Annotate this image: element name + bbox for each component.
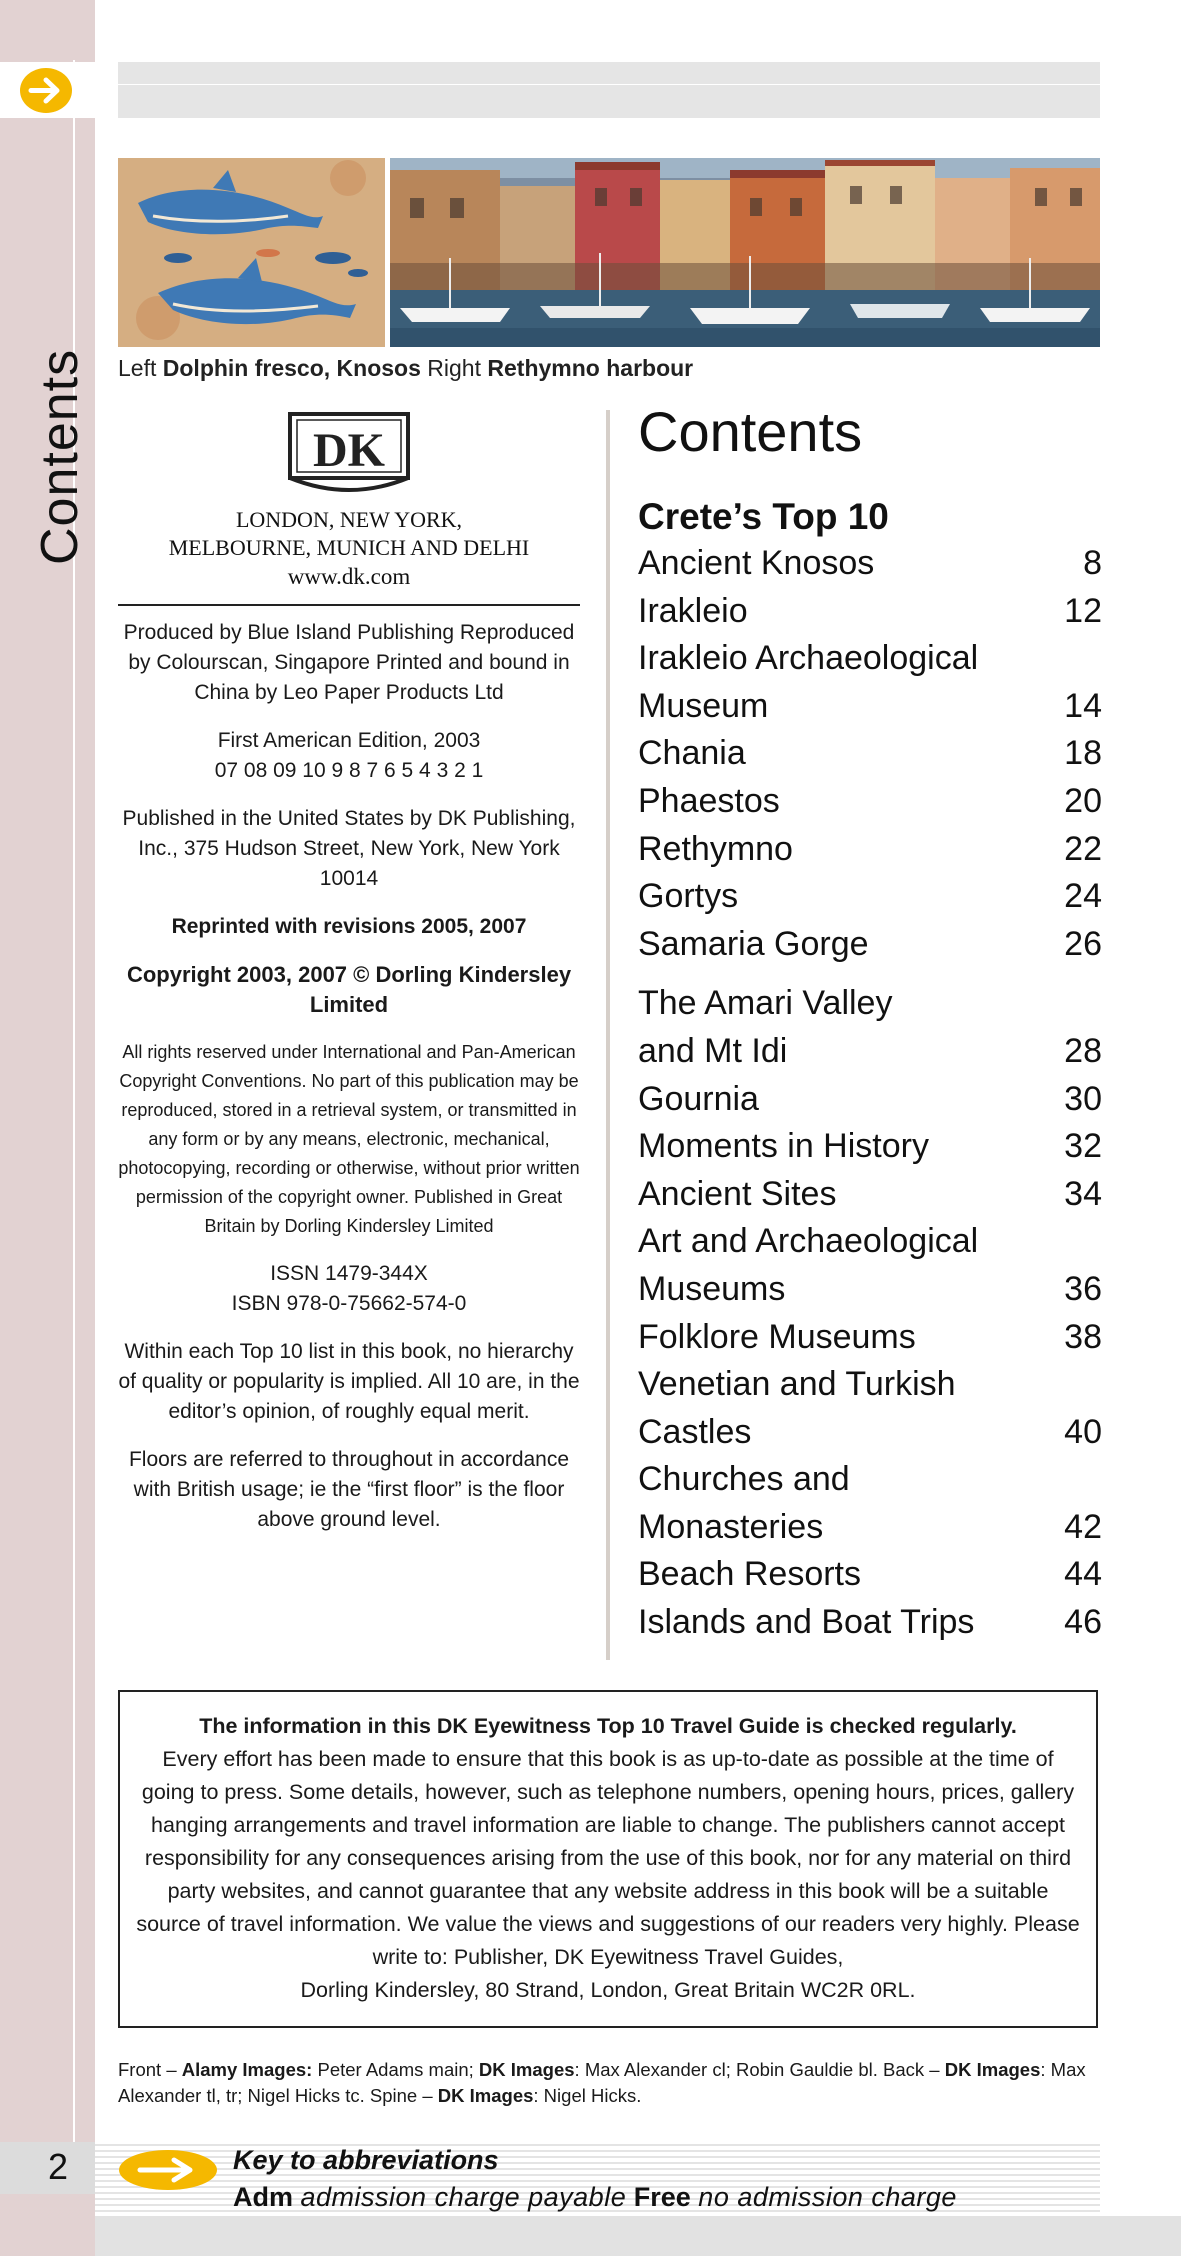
arrow-right-icon	[118, 2149, 218, 2191]
edition: First American Edition, 2003	[217, 729, 481, 752]
toc-entry[interactable]	[638, 730, 1102, 778]
toc-entry[interactable]	[638, 1218, 1102, 1313]
header-bar	[118, 85, 1100, 118]
rights-notice: All rights reserved under International and Pan-American Copyright Conventions. No part of this publication may be reproduced, stored in a retrieval system, or transmitted in any form or by any means, electronic, mechanical, photocopying, recording or otherwise, without prior written permission of the copyright owner. Published in Great Britain by Dorling Kindersley Limited	[118, 1042, 580, 1236]
toc-entry[interactable]	[638, 540, 1102, 588]
toc-entry-page: 32	[1064, 1127, 1102, 1166]
credit-text: : Max Alexander cl; Robin Gauldie bl. Back –	[574, 2059, 940, 2080]
toc-entry-page: 42	[1064, 1507, 1102, 1546]
toc-entry-page: 24	[1064, 877, 1102, 916]
credit-agency: Alamy Images:	[181, 2059, 313, 2080]
sidebar-section-title: Contents	[31, 348, 89, 565]
toc-entry[interactable]	[638, 1171, 1102, 1219]
toc-entry-page: 20	[1064, 781, 1102, 820]
toc-entry[interactable]	[638, 1599, 1102, 1647]
toc-entry-title: Ancient Sites	[638, 1174, 837, 1213]
toc-entry[interactable]	[638, 1076, 1102, 1124]
toc-entry-title: Phaestos	[638, 781, 780, 820]
abbr-desc: admission charge payable	[300, 2182, 627, 2212]
toc-entry[interactable]	[638, 921, 1102, 969]
toc-entry-page: 40	[1064, 1412, 1102, 1451]
issn-isbn	[116, 1259, 582, 1319]
toc-entry-page: 36	[1064, 1269, 1102, 1308]
page-number: 2	[48, 2146, 69, 2187]
isbn: ISBN 978-0-75662-574-0	[231, 1292, 467, 1315]
toc-entry[interactable]	[638, 1314, 1102, 1362]
credit-text: : Max Alexander tl, tr; Nigel Hicks tc. Spine –	[118, 2059, 1086, 2106]
toc-entry-page: 30	[1064, 1079, 1102, 1118]
toc-entry-page: 26	[1064, 924, 1102, 963]
cities-line: LONDON, NEW YORK,	[235, 507, 463, 532]
dk-logo	[286, 410, 412, 496]
photo-credits	[118, 2057, 1098, 2109]
toc-entry-title: Folklore Museums	[638, 1317, 916, 1356]
edition-info	[116, 726, 582, 786]
website-link[interactable]: www.dk.com	[287, 564, 411, 589]
toc-entry-title: Samaria Gorge	[638, 924, 869, 963]
info-address: Dorling Kindersley, 80 Strand, London, Great Britain WC2R 0RL.	[300, 1978, 916, 2002]
info-body: Every effort has been made to ensure that this book is as up-to-date as possible at the time of going to press. Some details, however, such as telephone numbers, opening hours, prices, gallery hanging arrangements and travel information are liable to change. The publishers cannot accept responsibility for any consequences arising from the use of this book, nor for any material on third party websites, and cannot guarantee that any website address in this book will be a suitable source of travel information. We value the views and suggestions of our readers very highly. Please write to: Publisher, DK Eyewitness Travel Guides,	[136, 1747, 1080, 1969]
toc-entry[interactable]	[638, 873, 1102, 921]
issn: ISSN 1479-344X	[270, 1262, 428, 1285]
toc-entry[interactable]	[638, 1123, 1102, 1171]
credit-front-label: Front –	[118, 2059, 177, 2080]
toc-entry-page: 28	[1064, 1031, 1102, 1070]
toc-entry-page: 8	[1083, 544, 1102, 582]
image-caption	[118, 355, 693, 382]
toc-entry-title: The Amari Valley and Mt Idi	[638, 984, 893, 1070]
abbr-desc: no admission charge	[698, 2182, 957, 2212]
credit-text: : Nigel Hicks.	[533, 2085, 642, 2106]
publisher-cities	[116, 506, 582, 562]
publisher-info	[116, 410, 582, 1553]
credit-agency: DK Images	[944, 2059, 1041, 2080]
toc-entry-title: Ancient Knosos	[638, 544, 875, 582]
rethymno-harbour-image	[390, 158, 1100, 347]
toc-entry-page: 12	[1064, 591, 1102, 630]
caption-right-prefix: Right	[427, 355, 481, 381]
toc-entry-title: Venetian and Turkish Castles	[638, 1365, 956, 1451]
toc-entry-title: Rethymno	[638, 829, 793, 868]
toc-entry[interactable]	[638, 778, 1102, 826]
toc-entry-page: 22	[1064, 829, 1102, 868]
top10-note: Within each Top 10 list in this book, no hierarchy of quality or popularity is implied. All 10 are, in the editor’s opinion, of roughly equal merit.	[118, 1340, 580, 1423]
toc-entry-title: Irakleio	[638, 591, 748, 630]
dolphin-fresco-image	[118, 158, 385, 347]
divider	[118, 604, 580, 606]
toc-entry-page: 44	[1064, 1555, 1102, 1594]
toc-entry-page: 34	[1064, 1174, 1102, 1213]
toc-entry-title: Islands and Boat Trips	[638, 1603, 975, 1642]
toc-entry-title: Moments in History	[638, 1127, 929, 1166]
toc-entry-page: 38	[1064, 1317, 1102, 1356]
caption-left-text: Dolphin fresco, Knosos	[162, 355, 421, 381]
toc-entry[interactable]	[638, 1456, 1102, 1551]
copyright-notice: Copyright 2003, 2007 © Dorling Kindersley Limited	[126, 962, 572, 1017]
credit-agency: DK Images	[478, 2059, 575, 2080]
production-credits: Produced by Blue Island Publishing Reproduced by Colourscan, Singapore Printed and bound in China by Leo Paper Products Ltd	[123, 621, 575, 704]
section-title: Crete’s Top 10	[638, 496, 889, 537]
svg-text:DK: DK	[313, 424, 385, 477]
toc-entry[interactable]	[638, 588, 1102, 636]
print-line: 07 08 09 10 9 8 7 6 5 4 3 2 1	[214, 759, 484, 782]
abbr-key: Adm	[233, 2182, 293, 2212]
info-heading: The information in this DK Eyewitness Top 10 Travel Guide is checked regularly.	[199, 1714, 1017, 1738]
toc-entry-page: 18	[1064, 734, 1102, 773]
abbr-key: Free	[633, 2182, 691, 2212]
abbreviations-title: Key to abbreviations	[233, 2145, 499, 2175]
toc-entry[interactable]	[638, 635, 1102, 730]
toc-entry[interactable]	[638, 1551, 1102, 1599]
toc-list	[638, 540, 1102, 1647]
toc-entry-title: Gournia	[638, 1079, 759, 1118]
floors-note: Floors are referred to throughout in accordance with British usage; ie the “first floor” is the floor above ground level.	[128, 1448, 570, 1531]
reprint-note: Reprinted with revisions 2005, 2007	[171, 915, 527, 938]
table-of-contents	[638, 398, 1102, 1647]
abbreviations-key	[233, 2182, 957, 2213]
column-divider	[606, 410, 610, 1660]
toc-entry-title: Churches and Monasteries	[638, 1460, 850, 1546]
toc-entry-page: 14	[1064, 686, 1102, 725]
caption-right-text: Rethymno harbour	[487, 355, 694, 381]
credit-agency: DK Images	[437, 2085, 534, 2106]
cities-line: MELBOURNE, MUNICH AND DELHI	[168, 535, 530, 560]
toc-entry-title: Gortys	[638, 877, 739, 916]
us-publisher: Published in the United States by DK Publishing, Inc., 375 Hudson Street, New York, New York 10014	[122, 807, 576, 890]
toc-entry-page: 46	[1064, 1603, 1102, 1642]
caption-left-prefix: Left	[118, 355, 157, 381]
toc-entry-title: Chania	[638, 734, 746, 773]
toc-entry[interactable]	[638, 826, 1102, 874]
toc-entry-title: Beach Resorts	[638, 1555, 861, 1594]
info-notice-box	[118, 1690, 1098, 2028]
contents-title: Contents	[638, 400, 863, 463]
footer-bottom-bar	[95, 2216, 1181, 2256]
toc-entry-title: Irakleio Archaeological Museum	[638, 639, 979, 725]
credit-text: Peter Adams main;	[317, 2059, 474, 2080]
toc-entry[interactable]	[638, 1361, 1102, 1456]
toc-entry-title: Art and Archaeological Museums	[638, 1222, 979, 1308]
header-bar	[118, 62, 1100, 84]
toc-entry[interactable]	[638, 980, 1102, 1075]
